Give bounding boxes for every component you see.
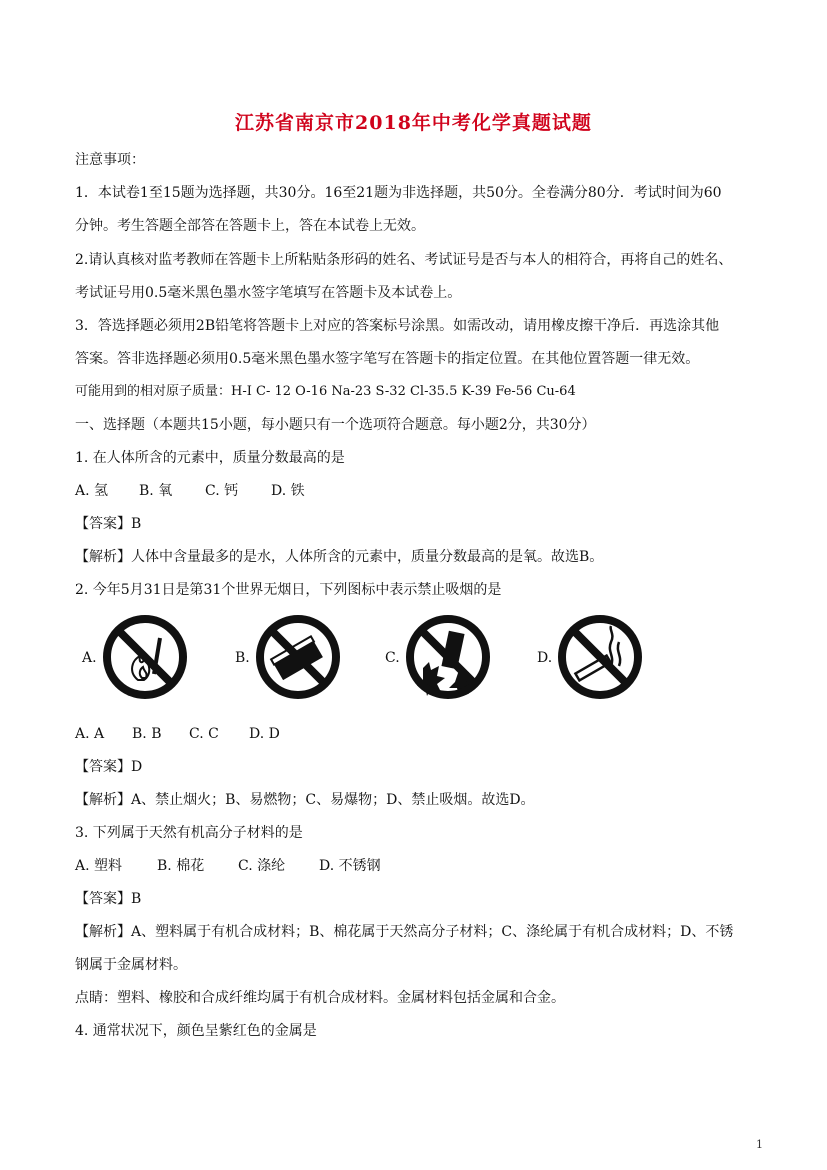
atomic-mass-line: 可能用到的相对原子质量：H-I C- 12 O-16 Na-23 S-32 Cl-35.5 K-39 Fe-56 Cu-64	[75, 384, 576, 399]
notice-line: 2.请认真核对监考教师在答题卡上所粘贴条形码的姓名、考试证号是否与本人的相符合，再将自己的姓名、	[75, 252, 733, 268]
no-smoking-sign-icon	[555, 612, 645, 702]
option-b: B. 氧	[139, 483, 173, 499]
question-3-analysis: 钢属于金属材料。	[75, 957, 187, 973]
question-2-answer: 【答案】D	[75, 759, 143, 775]
option-a: A. 塑料	[75, 858, 123, 874]
question-1-answer: 【答案】B	[75, 516, 142, 532]
option-d: D. 不锈钢	[319, 858, 381, 874]
option-d: D. 铁	[271, 483, 305, 499]
question-1-analysis: 【解析】人体中含量最多的是水，人体所含的元素中，质量分数最高的是氧。故选B。	[75, 549, 604, 565]
option-c: C. 钙	[205, 483, 239, 499]
question-1-stem: 1. 在人体所含的元素中，质量分数最高的是	[75, 450, 345, 466]
page-number: 1	[756, 1138, 763, 1151]
notice-line: 分钟。考生答题全部答在答题卡上，答在本试卷上无效。	[75, 218, 425, 234]
sign-label-a: A.	[82, 650, 97, 666]
question-4-stem: 4. 通常状况下，颜色呈紫红色的金属是	[75, 1023, 317, 1039]
page-title: 江苏省南京市2018年中考化学真题试题	[235, 112, 592, 134]
no-fire-sign-icon	[100, 612, 190, 702]
question-1-options	[75, 481, 305, 501]
question-3-analysis: 【解析】A、塑料属于有机合成材料；B、棉花属于天然高分子材料；C、涤纶属于有机合成材料；D、不锈	[75, 924, 734, 940]
option-c: C. C	[189, 726, 219, 742]
question-2-stem: 2. 今年5月31日是第31个世界无烟日，下列图标中表示禁止吸烟的是	[75, 582, 502, 598]
sign-label-c: C.	[385, 650, 400, 666]
question-2-analysis: 【解析】A、禁止烟火；B、易燃物；C、易爆物；D、禁止吸烟。故选D。	[75, 792, 535, 808]
option-c: C. 涤纶	[238, 858, 286, 874]
question-3-options	[75, 856, 381, 876]
option-a: A. 氢	[75, 483, 109, 499]
sign-label-d: D.	[537, 650, 553, 666]
question-3-answer: 【答案】B	[75, 891, 142, 907]
option-a: A. A	[75, 726, 105, 742]
notice-heading: 注意事项：	[75, 152, 145, 168]
option-b: B. 棉花	[157, 858, 205, 874]
notice-line: 1．本试卷1至15题为选择题，共30分。16至21题为非选择题，共50分。全卷满分80分．考试时间为60	[75, 185, 722, 201]
sign-label-b: B.	[235, 650, 250, 666]
question-3-stem: 3. 下列属于天然有机高分子材料的是	[75, 825, 303, 841]
notice-line: 考试证号用0.5毫米黑色墨水签字笔填写在答题卡及本试卷上。	[75, 285, 462, 301]
notice-line: 答案。答非选择题必须用0.5毫米黑色墨水签字笔写在答题卡的指定位置。在其他位置答题一律无效。	[75, 351, 700, 367]
notice-line: 3．答选择题必须用2B铅笔将答题卡上对应的答案标号涂黑。如需改动，请用橡皮擦干净后．再选涂其他	[75, 318, 720, 334]
matchbox-sign-icon	[253, 612, 343, 702]
fireworks-sign-icon	[403, 612, 493, 702]
question-2-options	[75, 724, 280, 744]
option-b: B. B	[132, 726, 162, 742]
question-3-tip: 点睛：塑料、橡胶和合成纤维均属于有机合成材料。金属材料包括金属和合金。	[75, 990, 565, 1006]
question-2-signs	[78, 612, 678, 712]
section-heading: 一、选择题（本题共15小题，每小题只有一个选项符合题意。每小题2分，共30分）	[75, 417, 596, 433]
option-d: D. D	[249, 726, 280, 742]
